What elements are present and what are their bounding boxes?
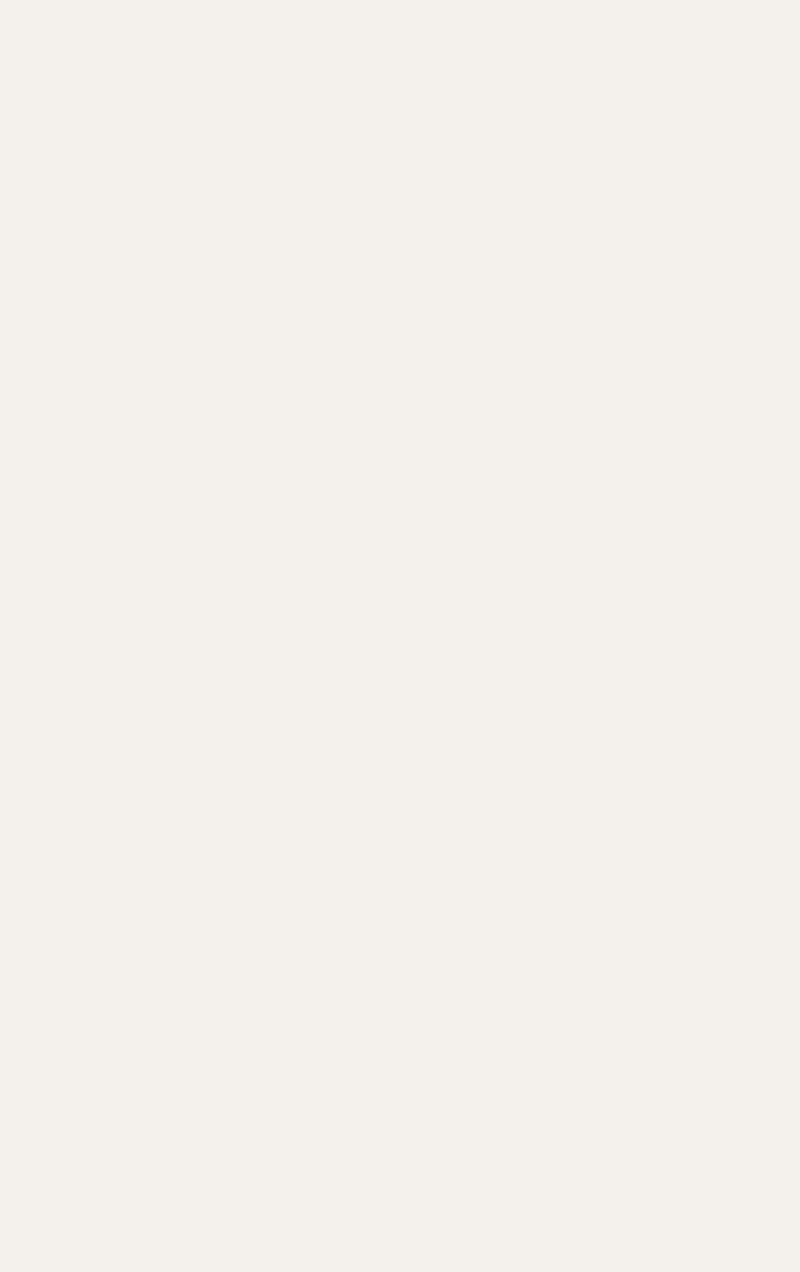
toc-content <box>92 146 758 166</box>
page-header <box>92 78 738 108</box>
